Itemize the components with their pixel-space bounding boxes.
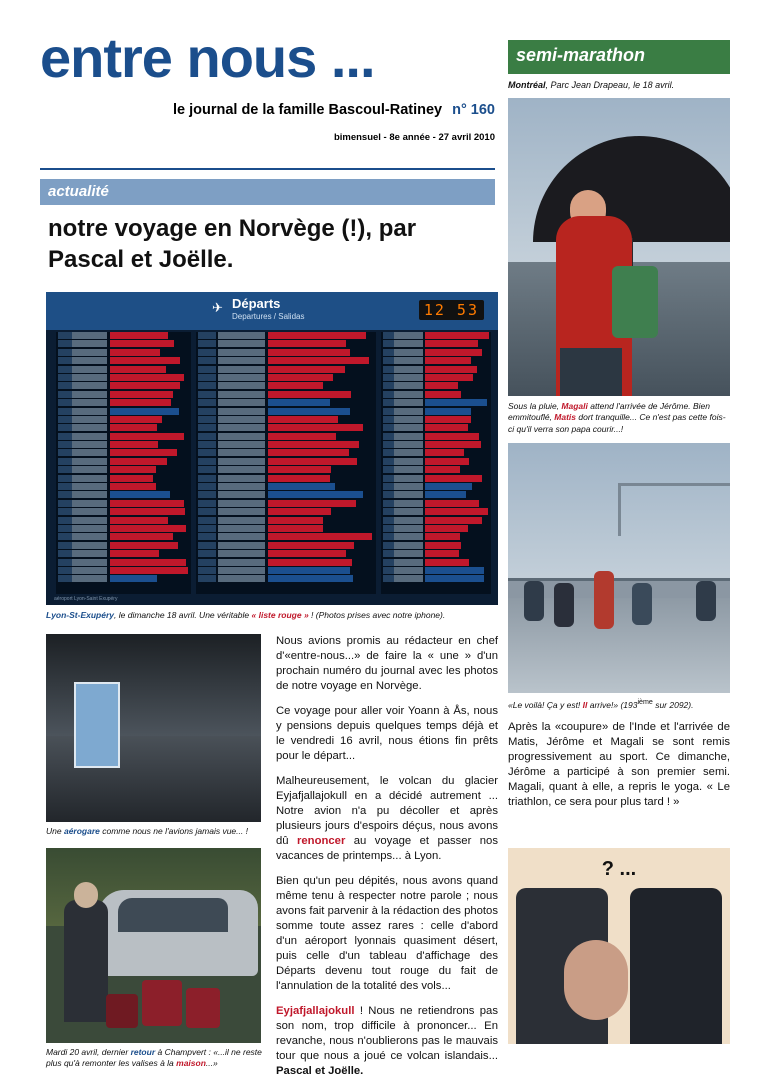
board-row [381,408,491,415]
board-row [56,525,191,532]
caption-race-d: (193 [618,699,638,710]
board-row [56,416,191,423]
bridge-structure [618,483,730,536]
board-row [56,542,191,549]
board-row [381,533,491,540]
teaser-question-mark: ? ... [601,858,637,880]
caption-board-end: ! (Photos prises avec notre iphone). [308,610,446,620]
board-row [196,349,376,356]
section-label: actualité [48,183,109,200]
board-row [196,374,376,381]
board-row [196,357,376,364]
person-head [74,882,98,908]
caption-race [508,698,730,711]
luggage-small [106,994,138,1028]
article-paragraph-1: Nous avions promis au rédacteur en chef d'«entre-nous...» de faire la « une » d'un prochain numéro du journal avec les photos de notre voyage en Norvège. [276,635,498,693]
board-panel-center [196,332,376,594]
photo-teaser [508,848,730,1044]
person-figure [64,900,108,1022]
board-row [56,550,191,557]
caption-car-em: retour [130,1047,156,1057]
photo-race [508,443,730,693]
right-location-line [508,80,730,90]
caption-board-red: « liste rouge » [251,610,309,620]
board-row [56,458,191,465]
caption-car [46,1047,264,1070]
board-row [196,466,376,473]
car-window [118,898,228,932]
caption-umb-name2: Matis [554,412,577,423]
board-row [56,475,191,482]
board-row [56,466,191,473]
board-row [196,340,376,347]
board-row [196,475,376,482]
board-row [381,349,491,356]
board-row [56,399,191,406]
photo-umbrella [508,98,730,396]
board-row [196,441,376,448]
board-row [56,433,191,440]
board-departures-subtitle: Departures / Salidas [232,312,305,321]
article-p3-highlight: renoncer [297,835,346,848]
article-paragraph-5 [276,1004,498,1079]
board-row [196,500,376,507]
board-row [56,449,191,456]
masthead-divider [40,168,495,170]
caption-board [46,610,498,621]
board-row [196,508,376,515]
board-row [196,483,376,490]
board-row [381,433,491,440]
board-row [381,458,491,465]
board-row [56,559,191,566]
masthead-subtitle-text: le journal de la famille Bascoul-Ratiney [172,102,443,118]
caption-board-rest: , le dimanche 18 avril. Une véritable [114,610,252,620]
teaser-person-right [630,888,722,1044]
woman-legs [560,348,622,396]
board-row [56,517,191,524]
board-row [381,525,491,532]
right-article-body [508,720,730,810]
board-row [56,391,191,398]
board-row [196,408,376,415]
board-row [196,416,376,423]
photo-car-return [46,848,261,1043]
board-row [381,382,491,389]
board-panel-left [56,332,191,594]
runner-front [594,571,614,629]
board-row [56,500,191,507]
page-title: entre nous ... [40,26,375,89]
board-row [56,357,191,364]
caption-board-place: Lyon-St-Exupéry [46,610,115,620]
board-row [56,408,191,415]
board-row [56,424,191,431]
board-row [381,340,491,347]
caption-car-em2: maison [176,1058,206,1069]
spectator-left [524,581,544,621]
caption-car-mid: à Champvert : «...il ne reste plus qu'à remonter les valises à la [46,1047,262,1069]
board-panel-right [381,332,491,594]
board-row [381,575,491,582]
caption-umb-c: attend l'arrivée de Jérôme. Bien emmitouflé, [508,401,710,423]
board-row [196,542,376,549]
board-row [196,533,376,540]
board-row [381,508,491,515]
caption-umb-e: dort tranquille... Ce n'est pas cette fois-ci qu'il verra son papa courir...! [508,412,726,434]
board-row [56,491,191,498]
board-row [196,391,376,398]
board-row [381,366,491,373]
board-clock: 12 53 [419,300,484,320]
board-row [381,449,491,456]
article-p5-text: ! Nous ne retiendrons pas son nom, trop difficile à prononcer... En revanche, nous n'oublierons pas le mauvais tour que nous a joué ce volcan islandais... [276,1005,498,1063]
board-row [196,332,376,339]
article-volcano-name: Eyjafjallajokull [276,1005,355,1018]
board-row [56,340,191,347]
article-p3-b: au voyage et passer nos vacances de printemps... à Lyon. [276,835,498,863]
caption-hall [46,826,261,837]
board-row [381,357,491,364]
article-paragraph-2: Ce voyage pour aller voir Yoann à Ås, nous y pensions depuis quelques temps déjà et le vendredi 16 avril, nous étions fin prêts pour le départ... [276,705,498,763]
board-row [381,567,491,574]
board-row [381,542,491,549]
board-row [56,366,191,373]
board-row [196,458,376,465]
board-row [381,483,491,490]
photo-airport-hall [46,634,261,822]
board-row [56,349,191,356]
article-signature: Pascal et Joëlle. [276,1065,364,1078]
board-row [196,449,376,456]
board-row [196,575,376,582]
issue-line: bimensuel - 8e année - 27 avril 2010 [333,132,495,143]
right-location-rest: , Parc Jean Drapeau, le 18 avril. [545,80,675,90]
photo-departures-board [46,292,498,605]
board-row [381,500,491,507]
issue-number: n° 160 [452,102,495,118]
board-row [196,550,376,557]
board-row [56,374,191,381]
caption-race-em: Il [582,699,588,710]
caption-hall-pre: Une [46,826,64,836]
board-row [381,491,491,498]
right-location-city: Montréal [508,80,546,90]
section-bar-semi-marathon [508,40,730,74]
board-row [381,441,491,448]
board-row [56,441,191,448]
board-row [381,416,491,423]
article-headline: notre voyage en Norvège (!), par Pascal et Joëlle. [48,215,417,273]
article-body [276,634,498,1089]
caption-umbrella [508,401,730,435]
board-header [46,292,498,330]
board-row [196,517,376,524]
board-row [381,399,491,406]
board-row [56,382,191,389]
board-row [196,366,376,373]
right-section-label: semi-marathon [516,45,646,65]
board-row [196,559,376,566]
board-row [196,567,376,574]
board-row [56,533,191,540]
board-row [196,399,376,406]
hall-advert-panel [74,682,120,768]
board-row [381,475,491,482]
baby-carrier [612,266,658,338]
board-row [196,433,376,440]
masthead-subtitle [40,102,495,118]
caption-race-a: «Le voilà! Ça y est! [508,699,583,710]
caption-umb-a: Sous la pluie, [508,401,562,411]
right-article-paragraph: Après la «coupure» de l'Inde et l'arrivée de Matis, Jérôme et Magali se sont remis progressivement au sport. Ce dimanche, Jérôme a participé à son premier semi. Magali, quant à elle, a repris le yoga. « Le triathlon, ce sera pour plus tard ! » [508,721,730,809]
board-departures-title: Départs [232,296,281,311]
caption-race-e: sur 2092). [652,699,694,710]
runner-right [632,583,652,625]
caption-race-c: arrive!» [587,699,619,710]
board-row [381,466,491,473]
caption-car-pre: Mardi 20 avril, dernier [46,1047,131,1057]
board-row [381,424,491,431]
masthead [40,26,495,143]
race-barrier [508,578,730,581]
board-row [381,391,491,398]
board-row [196,525,376,532]
board-row [381,374,491,381]
board-row [196,424,376,431]
caption-race-sup: ième [637,698,653,706]
caption-hall-post: comme nous ne l'avions jamais vue... ! [99,826,248,836]
caption-umb-name1: Magali [561,401,588,411]
board-row [56,332,191,339]
runner-left [554,583,574,627]
article-p3-a: Malheureusement, le volcan du glacier Eyjafjallajokull en a décidé autrement ... Notre avion n'a pu décoller et après plusieurs jours d'espoirs déçus, nous avons dû [276,775,498,848]
article-paragraph-3 [276,774,498,864]
board-row [56,508,191,515]
board-row [56,575,191,582]
luggage-medium [186,988,220,1028]
board-row [381,559,491,566]
teaser-belly [564,940,628,1020]
board-footer-note: aéroport Lyon-Saint Exupéry [54,596,118,602]
caption-hall-em: aérogare [63,826,100,836]
caption-car-end: ...» [205,1058,218,1069]
board-row [196,382,376,389]
board-row [381,332,491,339]
board-row [196,491,376,498]
plane-icon: ✈ [212,300,223,315]
article-paragraph-4: Bien qu'un peu dépités, nous avons quand même tenu à respecter notre parole ; nous avons fait parvenir à la rédaction des photos somme toute assez rares : celle d'abord d'un aéroport lyonnais quasiment désert, puis celle d'un tableau d'affichage des Départs devenu tout rouge du fait de l'annulation de la totalité des vols... [276,875,498,993]
board-row [381,517,491,524]
board-row [56,483,191,490]
board-row [381,550,491,557]
section-bar-actualite [40,179,495,205]
spectator-right [696,581,716,621]
luggage-large [142,980,182,1026]
board-row [56,567,191,574]
